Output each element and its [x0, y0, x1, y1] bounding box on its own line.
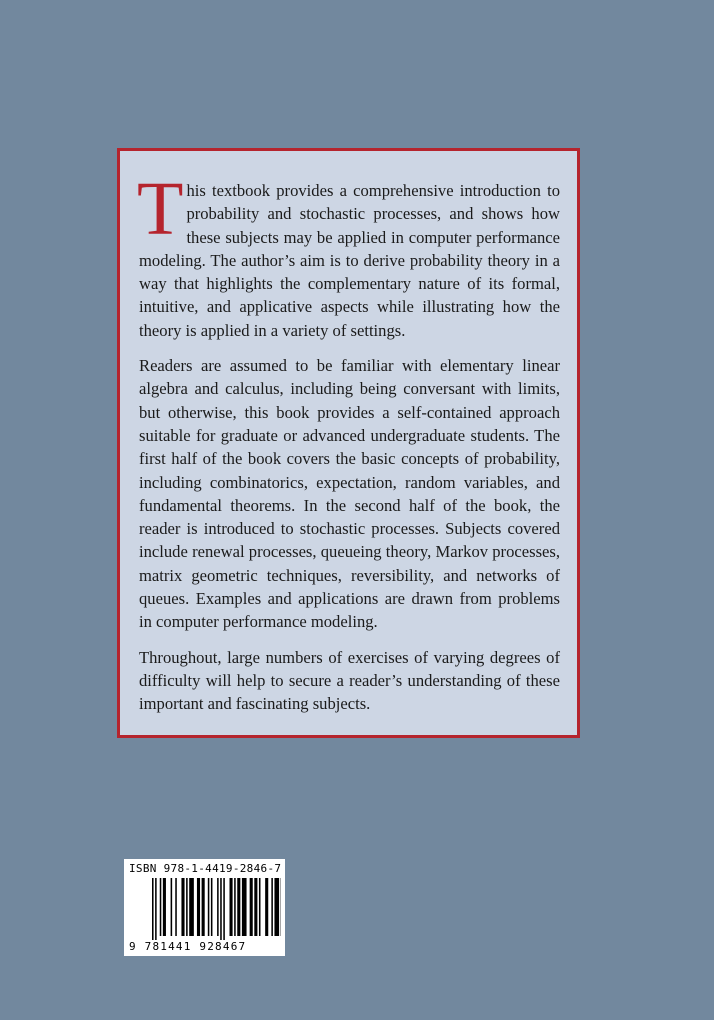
barcode-bar — [155, 878, 157, 940]
barcode-bar — [163, 878, 166, 936]
drop-cap: T — [137, 167, 184, 251]
barcode-bar — [254, 878, 257, 936]
barcode-bar — [197, 878, 200, 936]
isbn-label: ISBN 978-1-4419-2846-7 — [129, 862, 282, 875]
barcode-bar — [223, 878, 225, 940]
barcode-bar — [271, 878, 273, 936]
barcode-bar — [217, 878, 219, 936]
barcode-bar — [171, 878, 173, 936]
barcode-bar — [230, 878, 233, 936]
intro-text: his textbook provides a comprehensive introduction to probability and stochastic processes, and shows how these subjects may be applied in computer performance modeling. The author’s aim is to derive probability theory in a way that highlights the complementary nature of its formal, intuitive, and applicative aspects while illustrating how the theory is applied in a variety of settings. — [139, 181, 560, 340]
intro-paragraph — [137, 167, 560, 342]
barcode-bar — [202, 878, 205, 936]
barcode-bar — [181, 878, 184, 936]
content-paragraph: Readers are assumed to be familiar with elementary linear algebra and calculus, including being conversant with limits, but otherwise, this book provides a self-contained approach suitable for graduate or advanced undergraduate students. The first half of the book covers the basic concepts of probability, including combinatorics, expectation, random variables, and fundamental theorems. In the second half of the book, the reader is introduced to stochastic processes. Subjects covered include renewal processes, queueing theory, Markov processes, matrix geometric techniques, reversibility, and networks of queues. Examples and applications are drawn from problems in computer performance modeling. — [139, 356, 560, 632]
barcode-bar — [250, 878, 253, 936]
barcode-bar — [234, 878, 236, 936]
barcode-bar — [211, 878, 213, 936]
barcode-bar — [274, 878, 279, 936]
description-panel — [117, 148, 580, 738]
exercises-paragraph: Throughout, large numbers of exercises of varying degrees of difficulty will help to secure a reader’s understanding of these important and fascinating subjects. — [139, 647, 560, 714]
barcode-bars — [151, 878, 281, 940]
barcode-bar — [242, 878, 247, 936]
barcode-bar — [265, 878, 268, 936]
barcode-bar — [259, 878, 261, 936]
barcode-bar — [160, 878, 162, 936]
barcode-bar — [220, 878, 222, 940]
barcode-bar — [186, 878, 188, 936]
ean-digits: 9 781441 928467 — [129, 940, 247, 953]
barcode-bar — [208, 878, 210, 936]
barcode-bar — [175, 878, 177, 936]
isbn-barcode — [124, 859, 285, 956]
barcode-bar — [237, 878, 240, 936]
barcode-bar — [189, 878, 194, 936]
barcode-bar — [152, 878, 154, 940]
